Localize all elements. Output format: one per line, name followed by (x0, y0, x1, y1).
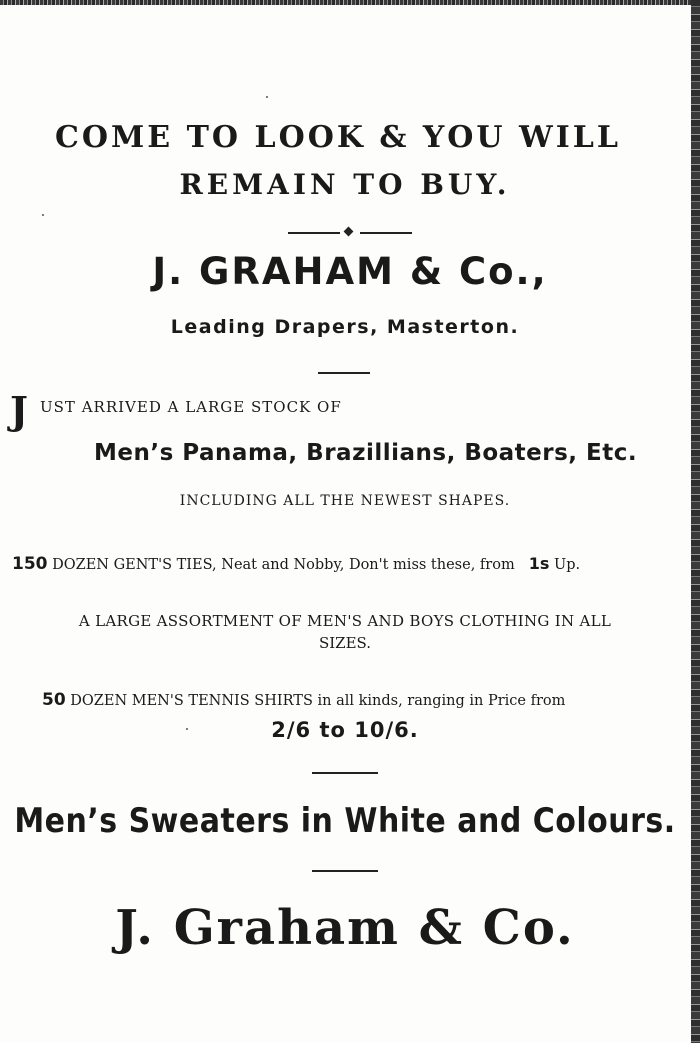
arrivals-note: INCLUDING ALL THE NEWEST SHAPES. (179, 493, 511, 509)
print-speck (42, 214, 44, 216)
signature-firm-name: J. Graham & Co. (115, 900, 575, 956)
ties-text: DOZEN GENT'S TIES, Neat and Nobby, Don't miss these, from (47, 557, 515, 573)
firm-tagline: Leading Drapers, Masterton. (170, 316, 520, 338)
ties-offer (12, 554, 580, 574)
tennis-text: DOZEN MEN'S TENNIS SHIRTS in all kinds, ranging in Price from (65, 693, 566, 709)
drop-cap: J (10, 388, 28, 433)
print-speck (266, 96, 268, 98)
firm-name: J. GRAHAM & Co., (152, 250, 548, 293)
arrivals-intro: UST ARRIVED A LARGE STOCK OF (40, 398, 342, 416)
assortment-line-1: A LARGE ASSORTMENT OF MEN'S AND BOYS CLOTHING IN ALL (78, 612, 612, 630)
divider-rule (312, 870, 378, 872)
headline-line-2: REMAIN TO BUY. (179, 168, 511, 201)
arrivals-items: Men’s Panama, Brazillians, Boaters, Etc. (94, 440, 638, 466)
assortment-line-2: SIZES. (318, 634, 372, 652)
ties-suffix: Up. (549, 557, 581, 573)
sweaters-line: Men’s Sweaters in White and Colours. (14, 801, 676, 842)
ornamental-divider (288, 228, 412, 238)
top-border (0, 0, 700, 5)
right-border (691, 0, 700, 1043)
diamond-icon (344, 227, 354, 237)
divider-rule (318, 372, 370, 374)
divider-rule (312, 772, 378, 774)
tennis-quantity: 50 (42, 690, 66, 710)
headline-line-1: COME TO LOOK & YOU WILL (55, 120, 621, 155)
tennis-price-range: 2/6 to 10/6. (271, 718, 419, 742)
ties-price: 1s (528, 554, 550, 573)
ties-quantity: 150 (12, 554, 48, 574)
tennis-offer (42, 690, 565, 710)
